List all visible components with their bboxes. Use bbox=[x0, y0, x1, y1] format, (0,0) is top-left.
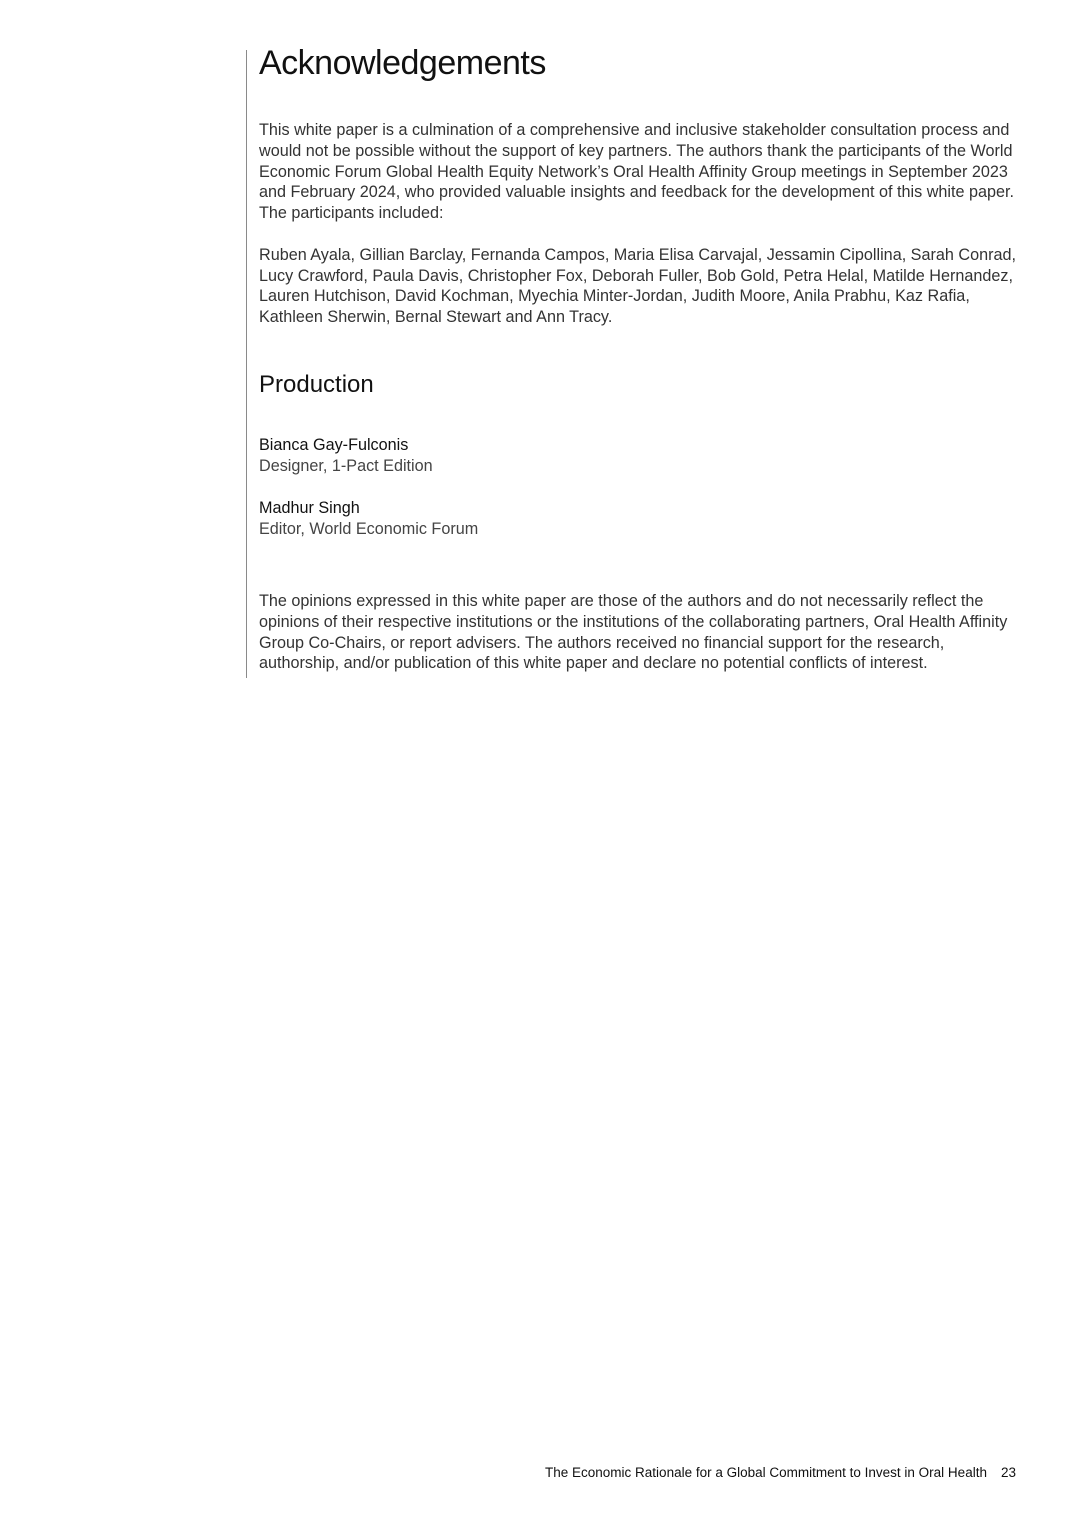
credit-entry bbox=[259, 498, 1019, 540]
acknowledgements-section bbox=[259, 40, 1019, 674]
intro-paragraph: This white paper is a culmination of a comprehensive and inclusive stakeholder consultation process and would not be possible without the support of key partners. The authors thank the participants of the World Economic Forum Global Health Equity Network’s Oral Health Affinity Group meetings in September 2023 and February 2024, who provided valuable insights and feedback for the development of this white paper. The participants included: bbox=[259, 121, 1015, 223]
page-number: 23 bbox=[1000, 1465, 1016, 1480]
section-divider-line bbox=[246, 50, 247, 678]
production-credits bbox=[259, 435, 1019, 540]
credit-name: Madhur Singh bbox=[259, 498, 360, 517]
credit-name: Bianca Gay-Fulconis bbox=[259, 435, 409, 454]
credit-role: Designer, 1-Pact Edition bbox=[259, 456, 433, 475]
credit-role: Editor, World Economic Forum bbox=[259, 519, 479, 538]
production-heading: Production bbox=[259, 370, 374, 398]
credit-entry bbox=[259, 435, 1019, 477]
page-title: Acknowledgements bbox=[259, 44, 546, 82]
page-footer bbox=[545, 1465, 1016, 1480]
disclaimer-paragraph: The opinions expressed in this white paper are those of the authors and do not necessarily reflect the opinions of their respective institutions or the institutions of the collaborating partners, Oral Health Affinity Group Co-Chairs, or report advisers. The authors received no financial support for the research, authorship, and/or publication of this white paper and declare no potential conflicts of interest. bbox=[259, 591, 1008, 673]
footer-document-title: The Economic Rationale for a Global Commitment to Invest in Oral Health bbox=[545, 1465, 987, 1480]
participants-list: Ruben Ayala, Gillian Barclay, Fernanda Campos, Maria Elisa Carvajal, Jessamin Cipollina, Sarah Conrad, Lucy Crawford, Paula Davis, Christopher Fox, Deborah Fuller, Bob Gold, Petra Helal, Matilde Hernandez, Lauren Hutchison, David Kochman, Myechia Minter-Jordan, Judith Moore, Anila Prabhu, Kaz Rafia, Kathleen Sherwin, Bernal Stewart and Ann Tracy. bbox=[259, 245, 1016, 327]
